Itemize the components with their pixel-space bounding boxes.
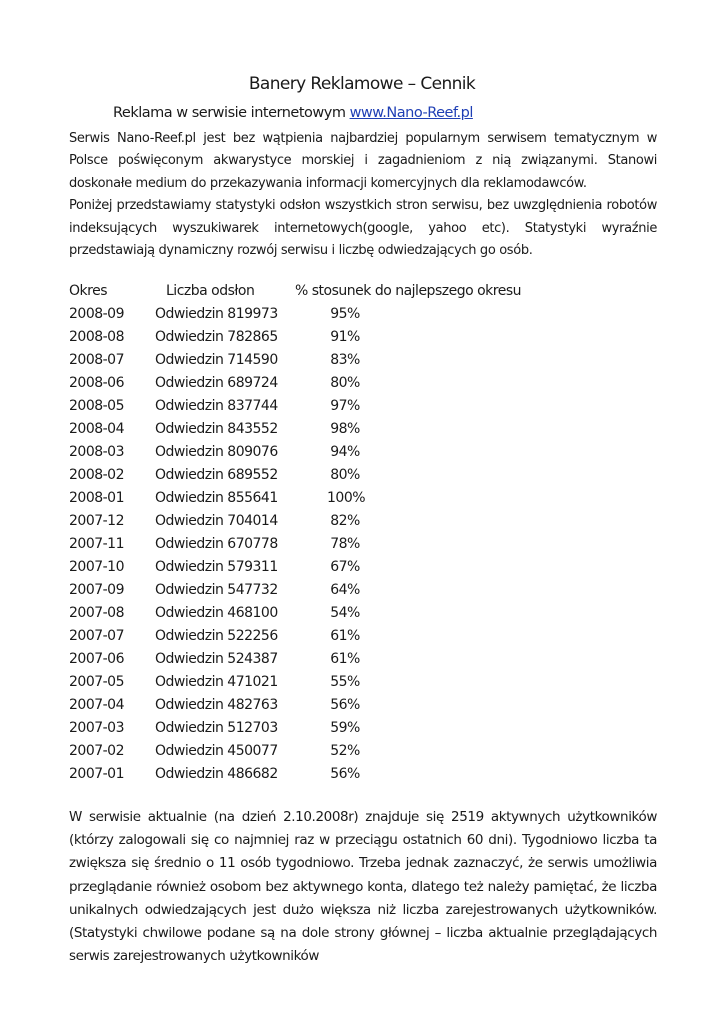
- cell-pageviews: Odwiedzin 522256: [155, 628, 278, 644]
- cell-period: 2008-08: [69, 329, 124, 345]
- cell-period: 2007-11: [69, 536, 124, 552]
- cell-period: 2008-01: [69, 490, 124, 506]
- cell-period: 2007-05: [69, 674, 124, 690]
- table-row: [69, 441, 529, 464]
- cell-pageviews: Odwiedzin 524387: [155, 651, 278, 667]
- cell-percent: 83%: [330, 352, 360, 368]
- table-row: [69, 395, 529, 418]
- cell-period: 2007-07: [69, 628, 124, 644]
- cell-pageviews: Odwiedzin 809076: [155, 444, 278, 460]
- cell-pageviews: Odwiedzin 512703: [155, 720, 278, 736]
- table-row: [69, 326, 529, 349]
- cell-percent: 54%: [330, 605, 360, 621]
- cell-period: 2008-04: [69, 421, 124, 437]
- cell-percent: 61%: [330, 651, 360, 667]
- cell-period: 2007-01: [69, 766, 124, 782]
- cell-percent: 56%: [330, 766, 360, 782]
- cell-period: 2008-06: [69, 375, 124, 391]
- subtitle: [113, 105, 473, 121]
- cell-pageviews: Odwiedzin 689552: [155, 467, 278, 483]
- table-row: [69, 625, 529, 648]
- cell-percent: 52%: [330, 743, 360, 759]
- cell-percent: 64%: [330, 582, 360, 598]
- stats-rows: [69, 303, 529, 786]
- intro-paragraph: Serwis Nano-Reef.pl jest bez wątpienia najbardziej popularnym serwisem tematycznym w Polsce poświęconym akwarystyce morskiej i zagadnieniom z nią związanymi. Stanowi doskonałe medium do przekazywania informacji komercyjnych dla reklamodawców.: [69, 131, 657, 191]
- cell-percent: 80%: [330, 467, 360, 483]
- cell-percent: 55%: [330, 674, 360, 690]
- cell-period: 2008-03: [69, 444, 124, 460]
- header-percent: % stosunek do najlepszego okresu: [295, 283, 522, 299]
- cell-pageviews: Odwiedzin 843552: [155, 421, 278, 437]
- cell-percent: 94%: [330, 444, 360, 460]
- table-row: [69, 602, 529, 625]
- header-period: Okres: [69, 283, 107, 299]
- cell-percent: 61%: [330, 628, 360, 644]
- cell-pageviews: Odwiedzin 547732: [155, 582, 278, 598]
- table-row: [69, 303, 529, 326]
- table-row: [69, 372, 529, 395]
- cell-period: 2008-05: [69, 398, 124, 414]
- cell-percent: 95%: [330, 306, 360, 322]
- header-pageviews: Liczba odsłon: [166, 283, 255, 299]
- cell-pageviews: Odwiedzin 486682: [155, 766, 278, 782]
- table-row: [69, 418, 529, 441]
- table-row: [69, 694, 529, 717]
- cell-pageviews: Odwiedzin 819973: [155, 306, 278, 322]
- page-title: Banery Reklamowe – Cennik: [248, 74, 476, 94]
- cell-pageviews: Odwiedzin 670778: [155, 536, 278, 552]
- table-row: [69, 487, 529, 510]
- table-row: [69, 648, 529, 671]
- cell-pageviews: Odwiedzin 855641: [155, 490, 278, 506]
- table-row: [69, 579, 529, 602]
- cell-percent: 91%: [330, 329, 360, 345]
- cell-pageviews: Odwiedzin 782865: [155, 329, 278, 345]
- table-row: [69, 556, 529, 579]
- cell-pageviews: Odwiedzin 482763: [155, 697, 278, 713]
- stats-table: [69, 280, 529, 786]
- cell-period: 2007-08: [69, 605, 124, 621]
- cell-period: 2008-02: [69, 467, 124, 483]
- cell-period: 2007-04: [69, 697, 124, 713]
- table-row: [69, 671, 529, 694]
- cell-pageviews: Odwiedzin 468100: [155, 605, 278, 621]
- table-row: [69, 510, 529, 533]
- intro-text: [69, 128, 657, 262]
- cell-percent: 80%: [330, 375, 360, 391]
- cell-percent: 59%: [330, 720, 360, 736]
- table-row: [69, 717, 529, 740]
- cell-pageviews: Odwiedzin 837744: [155, 398, 278, 414]
- table-row: [69, 533, 529, 556]
- subtitle-text: Reklama w serwisie internetowym: [113, 105, 350, 121]
- cell-period: 2007-03: [69, 720, 124, 736]
- cell-period: 2007-12: [69, 513, 124, 529]
- cell-percent: 67%: [330, 559, 360, 575]
- cell-period: 2007-10: [69, 559, 124, 575]
- cell-pageviews: Odwiedzin 714590: [155, 352, 278, 368]
- stats-header-row: [69, 280, 529, 303]
- cell-period: 2007-09: [69, 582, 124, 598]
- cell-pageviews: Odwiedzin 704014: [155, 513, 278, 529]
- cell-percent: 97%: [330, 398, 360, 414]
- cell-pageviews: Odwiedzin 471021: [155, 674, 278, 690]
- cell-period: 2008-07: [69, 352, 124, 368]
- cell-pageviews: Odwiedzin 689724: [155, 375, 278, 391]
- site-link[interactable]: www.Nano-Reef.pl: [349, 105, 473, 121]
- intro-paragraph: Poniżej przedstawiamy statystyki odsłon wszystkich stron serwisu, bez uwzględnienia robotów indeksujących wyszukiwarek internetowych(google, yahoo etc). Statystyki wyraźnie przedstawiają dynamiczny rozwój serwisu i liczbę odwiedzających go osób.: [69, 198, 657, 259]
- cell-percent: 100%: [327, 490, 366, 506]
- cell-percent: 98%: [330, 421, 360, 437]
- cell-percent: 82%: [330, 513, 360, 529]
- outro-paragraph: W serwisie aktualnie (na dzień 2.10.2008r) znajduje się 2519 aktywnych użytkowników (którzy zalogowali się co najmniej raz w przeciągu ostatnich 60 dni). Tygodniowo liczba ta zwiększa się średnio o 11 osób tygodniowo. Trzeba jednak zaznaczyć, że serwis umożliwia przeglądanie również osobom bez aktywnego konta, dlatego też należy pamiętać, że liczba unikalnych odwiedzających jest dużo większa niż liczba zarejestrowanych użytkowników.(Statystyki chwilowe podane są na dole strony głównej – liczba aktualnie przeglądających serwis zarejestrowanych użytkowników: [69, 809, 657, 965]
- cell-percent: 78%: [330, 536, 360, 552]
- cell-pageviews: Odwiedzin 579311: [155, 559, 278, 575]
- cell-pageviews: Odwiedzin 450077: [155, 743, 278, 759]
- cell-period: 2008-09: [69, 306, 124, 322]
- table-row: [69, 740, 529, 763]
- cell-period: 2007-02: [69, 743, 124, 759]
- cell-period: 2007-06: [69, 651, 124, 667]
- cell-percent: 56%: [330, 697, 360, 713]
- table-row: [69, 349, 529, 372]
- table-row: [69, 763, 529, 786]
- table-row: [69, 464, 529, 487]
